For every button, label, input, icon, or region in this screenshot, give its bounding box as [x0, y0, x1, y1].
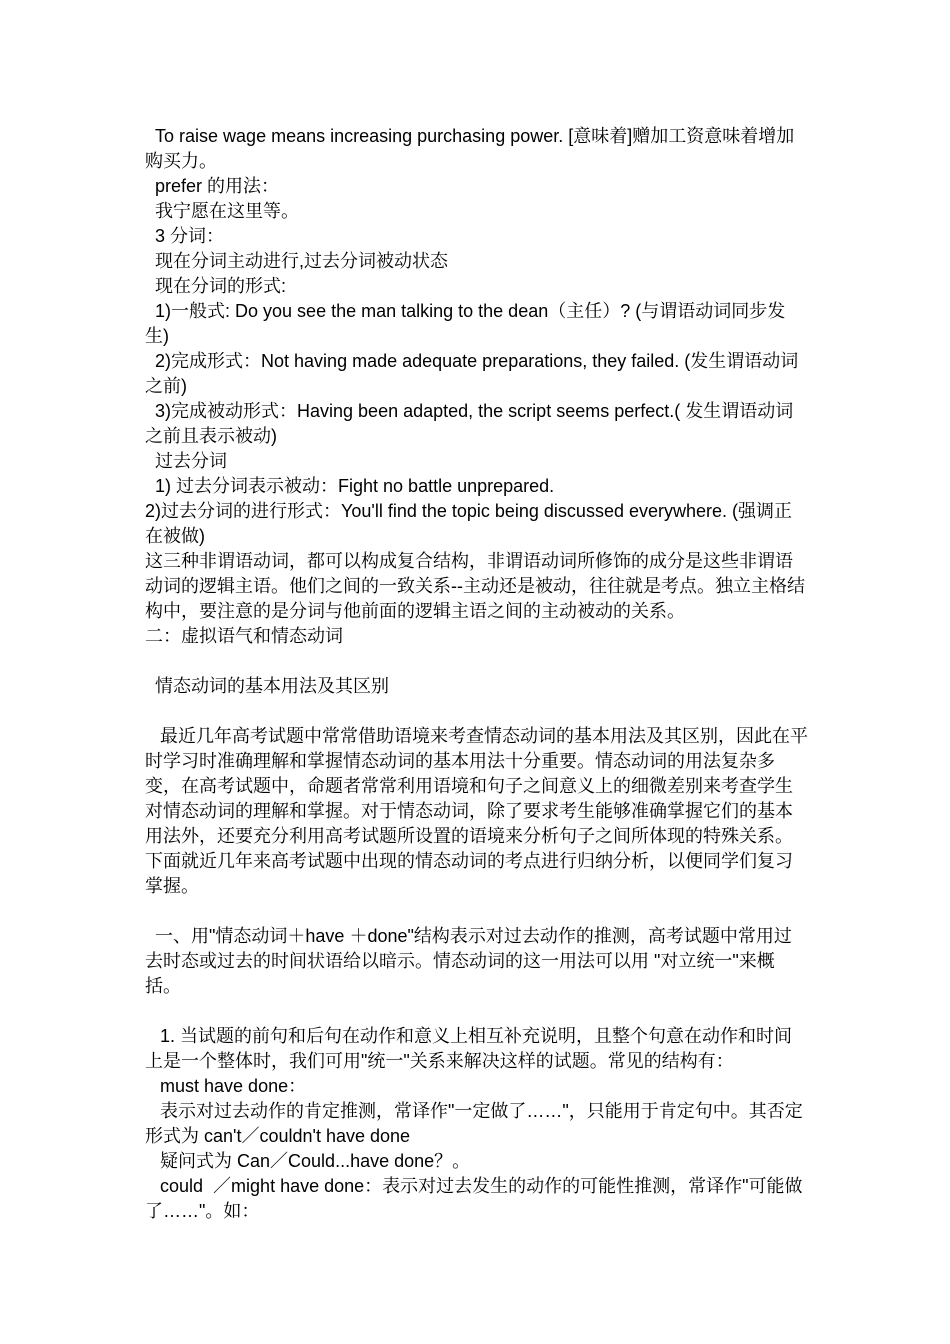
paragraph-2: prefer 的用法：: [145, 176, 280, 196]
paragraph-4: 3 分词：: [145, 226, 225, 246]
paragraph-could-might: could ／might have done：表示对过去发生的动作的可能性推测，常译作"可能做了……"。如：: [145, 1176, 803, 1221]
blank-line: [145, 649, 809, 674]
blank-line: [145, 699, 809, 724]
paragraph-intro: 最近几年高考试题中常常借助语境来考查情态动词的基本用法及其区别，因此在平时学习时准确理解和掌握情态动词的基本用法十分重要。情态动词的用法复杂多变，在高考试题中，命题者常常利用语境和句子之间意义上的细微差别来考查学生对情态动词的理解和掌握。对于情态动词，除了要求考生能够准确掌握它们的基本用法外，还要充分利用高考试题所设置的语境来分析句子之间所体现的特殊关系。下面就近几年来高考试题中出现的情态动词的考点进行归纳分析，以便同学们复习掌握。: [145, 726, 809, 896]
paragraph-question-form: 疑问式为 Can／Could...have done？。: [145, 1151, 471, 1171]
document-body: [145, 124, 809, 1224]
paragraph-point-1: 一、用"情态动词＋have ＋done"结构表示对过去动作的推测，高考试题中常用过去时态或过去的时间状语给以暗示。情态动词的这一用法可以用 "对立统一"来概括。: [145, 926, 792, 996]
paragraph-must-have-done: must have done：: [145, 1076, 307, 1096]
paragraph-rule-1: 1. 当试题的前句和后句在动作和意义上相互补充说明，且整个句意在动作和时间上是一个整体时，我们可用"统一"关系来解决这样的试题。常见的结构有：: [145, 1026, 793, 1071]
paragraph-9: 3)完成被动形式：Having been adapted, the script seems perfect.( 发生谓语动词之前且表示被动): [145, 401, 794, 446]
paragraph-must-explanation: 表示对过去动作的肯定推测，常译作"一定做了……"，只能用于肯定句中。其否定形式为 can't／couldn't have done: [145, 1101, 803, 1146]
paragraph-12: 2)过去分词的进行形式：You'll find the topic being discussed everywhere. (强调正在被做): [145, 501, 793, 546]
subsection-title: 情态动词的基本用法及其区别: [145, 676, 390, 696]
paragraph-10: 过去分词: [145, 451, 228, 471]
paragraph-8: 2)完成形式：Not having made adequate preparations, they failed. (发生谓语动词之前): [145, 351, 799, 396]
paragraph-13: 这三种非谓语动词，都可以构成复合结构，非谓语动词所修饰的成分是这些非谓语动词的逻辑主语。他们之间的一致关系--主动还是被动，往往就是考点。独立主格结构中，要注意的是分词与他前面的逻辑主语之间的主动被动的关系。: [145, 551, 805, 621]
paragraph-5: 现在分词主动进行,过去分词被动状态: [145, 251, 449, 271]
paragraph-7: 1)一般式: Do you see the man talking to the dean（主任）? (与谓语动词同步发生): [145, 301, 786, 346]
paragraph-6: 现在分词的形式:: [145, 276, 287, 296]
blank-line: [145, 899, 809, 924]
paragraph-1: To raise wage means increasing purchasing power. [意味着]赠加工资意味着增加购买力。: [145, 126, 795, 171]
paragraph-3: 我宁愿在这里等。: [145, 201, 300, 221]
blank-line: [145, 999, 809, 1024]
paragraph-11: 1) 过去分词表示被动：Fight no battle unprepared.: [145, 476, 555, 496]
section-heading: 二：虚拟语气和情态动词: [145, 626, 343, 646]
